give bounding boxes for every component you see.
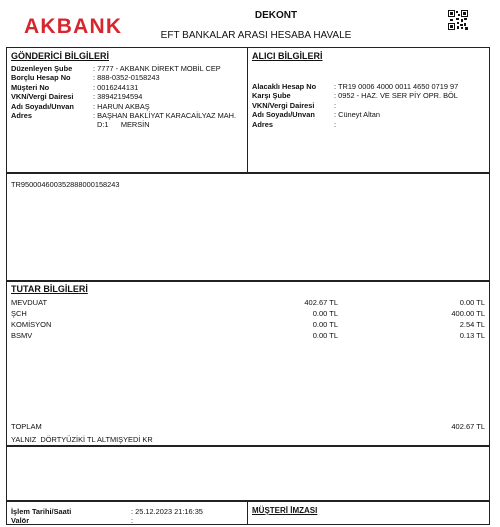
total-label: TOPLAM <box>11 422 42 431</box>
amounts-section <box>6 281 490 446</box>
amount-col1: 0.00 TL <box>312 309 338 318</box>
blank-section <box>6 446 490 501</box>
document-title: DEKONT <box>254 10 298 21</box>
receiver-panel <box>252 51 488 129</box>
valor-label: Valör <box>11 516 30 526</box>
date-value: : 25.12.2023 21:16:35 <box>131 507 203 516</box>
date-label: İşlem Tarihi/Saati <box>11 507 72 516</box>
total-row <box>13 422 483 433</box>
amount-col1: 402.67 TL <box>304 298 338 307</box>
sender-address-line1: : BAŞHAN BAKLİYAT KARACAİLYAZ MAH. <box>93 111 237 121</box>
receiver-row <box>252 82 488 91</box>
amount-row <box>13 331 483 342</box>
sender-value: : 7777 - AKBANK DİREKT MOBİL CEP <box>93 64 221 73</box>
receiver-row <box>252 101 488 110</box>
sender-address-line2: D:1 MERSİN <box>97 120 150 130</box>
sender-row <box>11 83 243 92</box>
sender-value: : 0016244131 <box>93 82 139 92</box>
amount-row <box>13 309 483 320</box>
qr-code-icon <box>448 10 468 30</box>
parties-section <box>6 47 490 173</box>
receiver-row <box>252 110 488 119</box>
receiver-title: ALICI BİLGİLERİ <box>252 51 323 61</box>
amount-col2: 2.54 TL <box>459 320 485 329</box>
receiver-value: : <box>334 100 337 110</box>
amount-row <box>13 298 483 309</box>
total-value: 402.67 TL <box>451 422 485 431</box>
date-row <box>11 507 243 516</box>
amount-row <box>13 320 483 331</box>
akbank-logo: AKBANK <box>24 15 123 38</box>
signature-title: MÜŞTERİ İMZASI <box>252 506 318 515</box>
valor-value: : <box>131 516 134 526</box>
sender-row <box>11 111 243 130</box>
sender-value: : 888-0352-0158243 <box>93 73 160 83</box>
amount-col2: 0.13 TL <box>459 331 485 340</box>
receiver-label: Adres <box>252 119 273 129</box>
amounts-title: TUTAR BİLGİLERİ <box>11 284 88 294</box>
receiver-value: : 0952 - HAZ. VE SER PİY OPR. BÖL <box>334 91 458 101</box>
amount-label: MEVDUAT <box>11 298 48 307</box>
sender-label: VKN/Vergi Dairesi <box>11 92 74 102</box>
receiver-value: : Cüneyt Altan <box>334 110 381 120</box>
receiver-row <box>252 91 488 100</box>
receiver-label: Adı Soyadı/Unvan <box>252 110 315 120</box>
receiver-value: : <box>334 119 337 129</box>
footer-section <box>6 501 490 525</box>
sender-panel <box>11 51 243 130</box>
amount-in-words: YALNIZ DÖRTYÜZİKİ TL ALTMIŞYEDİ KR <box>11 435 153 444</box>
sender-label: Borçlu Hesap No <box>11 73 71 83</box>
receiver-label: VKN/Vergi Dairesi <box>252 100 315 110</box>
sender-title: GÖNDERİCİ BİLGİLERİ <box>11 51 110 61</box>
receiver-label: Karşı Şube <box>252 91 291 101</box>
amount-label: BSMV <box>11 331 33 340</box>
receiver-value: : TR19 0006 4000 0011 4650 0719 97 <box>334 82 459 91</box>
amount-col1: 0.00 TL <box>312 331 338 340</box>
receipt-document <box>6 3 494 525</box>
reference-number: TR950004600352888000158243 <box>11 180 120 189</box>
valor-row <box>11 516 243 525</box>
sender-label: Düzenleyen Şube <box>11 64 73 73</box>
sender-row <box>11 64 243 73</box>
sender-value: : 38942194594 <box>93 92 143 102</box>
amount-col2: 0.00 TL <box>459 298 485 307</box>
footer-left <box>11 507 243 526</box>
receiver-row <box>252 120 488 129</box>
sender-label: Müşteri No <box>11 82 50 92</box>
sender-value <box>93 111 243 130</box>
sender-label: Adres <box>11 111 32 121</box>
sender-row <box>11 102 243 111</box>
sender-value: : HARUN AKBAŞ <box>93 101 150 111</box>
amount-label: ŞCH <box>11 309 27 318</box>
amount-col1: 0.00 TL <box>312 320 338 329</box>
sender-row <box>11 92 243 101</box>
sender-row <box>11 73 243 82</box>
description-section <box>6 173 490 281</box>
document-subtitle: EFT BANKALAR ARASI HESABA HAVALE <box>160 30 352 41</box>
sender-label: Adı Soyadı/Unvan <box>11 101 74 111</box>
amount-label: KOMİSYON <box>11 320 52 329</box>
receiver-label: Alacaklı Hesap No <box>252 82 317 91</box>
amount-col2: 400.00 TL <box>451 309 485 318</box>
